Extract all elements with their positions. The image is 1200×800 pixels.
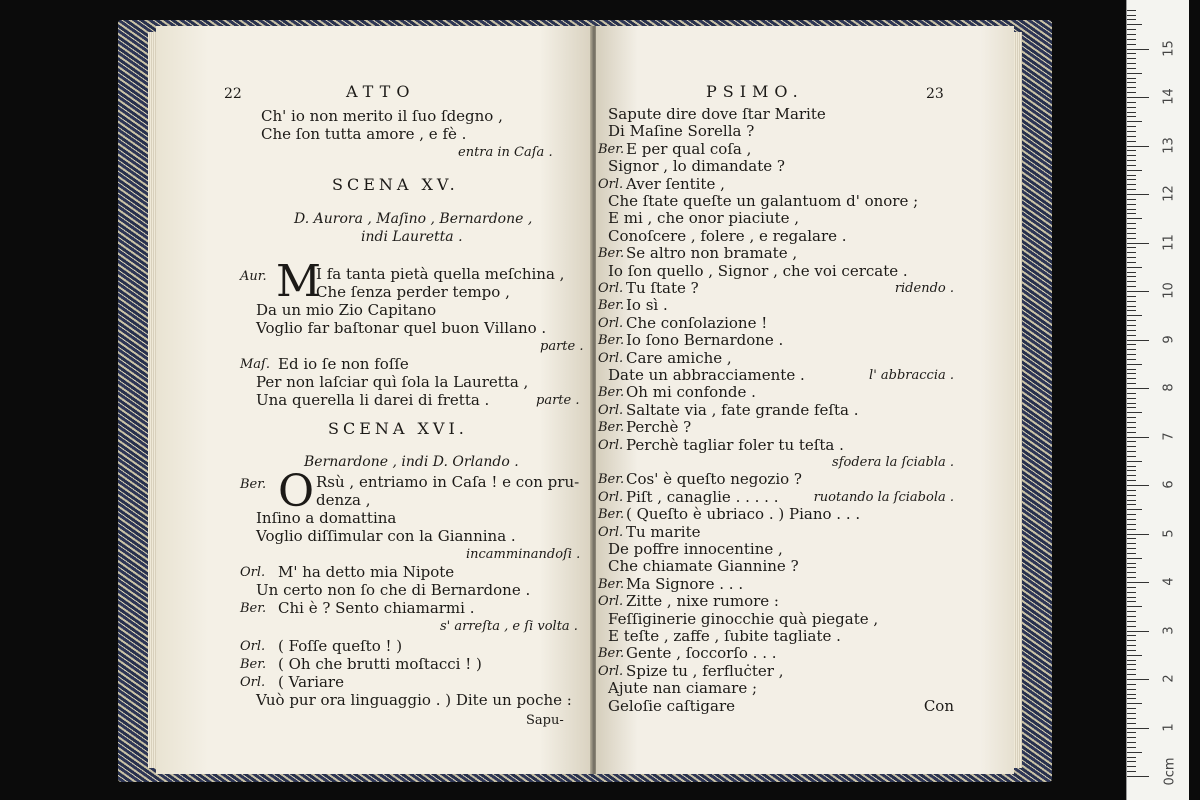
ruler-number: 1 bbox=[1161, 722, 1177, 732]
ruler-tick bbox=[1127, 58, 1136, 59]
speaker: Orl. bbox=[598, 315, 624, 331]
running-head-right: PSIMO. bbox=[706, 82, 804, 101]
ruler-number: 3 bbox=[1161, 625, 1177, 635]
ruler-tick bbox=[1127, 766, 1136, 767]
stage-direction: incamminandoſi . bbox=[466, 547, 581, 562]
ruler-tick bbox=[1127, 742, 1136, 743]
ruler-tick bbox=[1127, 53, 1136, 54]
speaker: Orl. bbox=[598, 524, 624, 540]
text-line: Gente , ſoccorſo . . . bbox=[626, 644, 777, 663]
ruler-tick bbox=[1127, 49, 1149, 50]
ruler-tick bbox=[1127, 286, 1136, 287]
ruler-tick bbox=[1127, 543, 1136, 544]
speaker: Ber. bbox=[598, 298, 625, 314]
ruler-tick bbox=[1127, 475, 1136, 476]
ruler-number: 11 bbox=[1161, 233, 1177, 251]
ruler-tick bbox=[1127, 213, 1136, 214]
text-line: denza , bbox=[316, 491, 371, 509]
speaker: Ber. bbox=[240, 601, 267, 616]
ruler-tick bbox=[1127, 698, 1136, 699]
ruler-tick bbox=[1127, 752, 1142, 753]
text-line: Io ſono Bernardone . bbox=[626, 331, 784, 350]
ruler-tick bbox=[1127, 587, 1136, 588]
ruler-tick bbox=[1127, 335, 1136, 336]
speaker: Ber. bbox=[598, 420, 625, 436]
ruler-tick bbox=[1127, 179, 1136, 180]
ruler-tick bbox=[1127, 500, 1136, 501]
ruler-tick bbox=[1127, 310, 1136, 311]
ruler-tick bbox=[1127, 301, 1136, 302]
speaker: Ber. bbox=[598, 507, 625, 523]
text-line: Tu marite bbox=[626, 522, 701, 541]
text-line: Che conſolazione ! bbox=[626, 313, 768, 332]
ruler-tick bbox=[1127, 39, 1136, 40]
ruler-tick bbox=[1127, 437, 1149, 438]
ruler-tick bbox=[1127, 403, 1136, 404]
ruler-tick bbox=[1127, 252, 1136, 253]
ruler-tick bbox=[1127, 34, 1136, 35]
ruler-tick bbox=[1127, 306, 1136, 307]
ruler-number: 5 bbox=[1161, 528, 1177, 538]
speaker: Ber. bbox=[598, 646, 625, 662]
drop-cap: O bbox=[278, 466, 315, 517]
ruler-tick bbox=[1127, 422, 1136, 423]
ruler-tick bbox=[1127, 141, 1136, 142]
speaker: Ber. bbox=[240, 477, 267, 492]
ruler-tick bbox=[1127, 519, 1136, 520]
ruler-tick bbox=[1127, 131, 1136, 132]
ruler-tick bbox=[1127, 257, 1136, 258]
text-line: Ch' io non merito il ſuo ſdegno , bbox=[261, 107, 503, 125]
speaker: Maſ. bbox=[240, 357, 271, 372]
ruler-number: 4 bbox=[1161, 577, 1177, 586]
ruler-tick bbox=[1127, 184, 1136, 185]
ruler-number: 2 bbox=[1161, 674, 1177, 683]
ruler-tick bbox=[1127, 267, 1142, 268]
ruler-tick bbox=[1127, 209, 1136, 210]
ruler-tick bbox=[1127, 631, 1149, 632]
drop-cap: M bbox=[276, 256, 322, 307]
ruler-tick bbox=[1127, 732, 1136, 733]
ruler-tick bbox=[1127, 703, 1142, 704]
ruler-tick bbox=[1127, 417, 1136, 418]
ruler-tick bbox=[1127, 563, 1136, 564]
speaker: Ber. bbox=[598, 141, 625, 157]
text-line: Zitte , nixe rumore : bbox=[626, 592, 779, 611]
ruler-number: 13 bbox=[1161, 136, 1177, 154]
ruler-tick bbox=[1127, 78, 1136, 79]
ruler-tick bbox=[1127, 529, 1136, 530]
speaker: Aur. bbox=[240, 269, 267, 284]
speaker: Ber. bbox=[598, 576, 625, 592]
ruler-tick bbox=[1127, 112, 1136, 113]
ruler-tick bbox=[1127, 567, 1136, 568]
text-line: Di Maſine Sorella ? bbox=[608, 122, 755, 141]
ruler-tick bbox=[1127, 747, 1136, 748]
ruler-tick bbox=[1127, 495, 1136, 496]
ruler-tick bbox=[1127, 412, 1142, 413]
scene-title: SCENA XVI. bbox=[328, 419, 468, 438]
ruler-tick bbox=[1127, 660, 1136, 661]
ruler-tick bbox=[1127, 674, 1136, 675]
ruler-tick bbox=[1127, 446, 1136, 447]
ruler-tick bbox=[1127, 150, 1136, 151]
ruler-tick bbox=[1127, 194, 1149, 195]
text-line: Io sì . bbox=[626, 296, 668, 315]
ruler-tick bbox=[1127, 199, 1136, 200]
ruler-tick bbox=[1127, 669, 1136, 670]
ruler-tick bbox=[1127, 718, 1136, 719]
text-line: ( Queſto è ubriaco . ) Piano . . . bbox=[626, 505, 861, 524]
ruler-tick bbox=[1127, 757, 1136, 758]
text-line: Tu ſtate ? bbox=[626, 279, 699, 297]
text-line: I fa tanta pietà quella meſchina , bbox=[316, 265, 565, 283]
ruler-tick bbox=[1127, 640, 1136, 641]
text-line: Date un abbracciamente . bbox=[608, 366, 805, 384]
text-line: Se altro non bramate , bbox=[626, 244, 798, 263]
ruler-tick bbox=[1127, 684, 1136, 685]
ruler-tick bbox=[1127, 262, 1136, 263]
ruler-tick bbox=[1127, 534, 1149, 535]
ruler-tick bbox=[1127, 170, 1142, 171]
ruler-unit: 0cm bbox=[1162, 757, 1178, 786]
ruler-number: 12 bbox=[1161, 185, 1177, 202]
text-line: ( Variare bbox=[278, 673, 344, 691]
ruler-tick bbox=[1127, 689, 1136, 690]
ruler-tick bbox=[1127, 276, 1136, 277]
text-line: Perchè ? bbox=[626, 418, 692, 437]
ruler-tick bbox=[1127, 538, 1136, 539]
text-line: ( Foſſe queſto ! ) bbox=[278, 637, 403, 655]
speaker: Orl. bbox=[240, 639, 266, 654]
ruler-number: 9 bbox=[1161, 334, 1177, 344]
ruler-tick bbox=[1127, 611, 1136, 612]
left-page bbox=[156, 26, 592, 774]
ruler-tick bbox=[1127, 238, 1136, 239]
ruler-tick bbox=[1127, 315, 1142, 316]
speaker: Orl. bbox=[598, 489, 624, 505]
text-line: Conoſcere , folere , e regalare . bbox=[608, 226, 847, 245]
text-line: M' ha detto mia Nipote bbox=[278, 563, 455, 581]
measurement-ruler bbox=[1126, 0, 1189, 800]
ruler-tick bbox=[1127, 645, 1136, 646]
text-line: Che ſenza perder tempo , bbox=[316, 283, 510, 301]
ruler-tick bbox=[1127, 383, 1136, 384]
ruler-tick bbox=[1127, 243, 1149, 244]
speaker: Orl. bbox=[598, 350, 624, 366]
speaker: Ber. bbox=[598, 472, 625, 488]
catchword: Con bbox=[923, 696, 954, 715]
ruler-tick bbox=[1127, 233, 1136, 234]
ruler-tick bbox=[1127, 509, 1142, 510]
ruler-tick bbox=[1127, 155, 1136, 156]
speaker: Orl. bbox=[598, 176, 624, 192]
ruler-tick bbox=[1127, 728, 1149, 729]
ruler-tick bbox=[1127, 121, 1142, 122]
page-number-right: 23 bbox=[926, 86, 944, 102]
ruler-tick bbox=[1127, 616, 1136, 617]
ruler-tick bbox=[1127, 582, 1149, 583]
text-line: Care amiche , bbox=[626, 348, 732, 367]
ruler-tick bbox=[1127, 189, 1136, 190]
ruler-tick bbox=[1127, 107, 1136, 108]
ruler-tick bbox=[1127, 771, 1136, 772]
ruler-tick bbox=[1127, 175, 1136, 176]
ruler-tick bbox=[1127, 577, 1136, 578]
ruler-tick bbox=[1127, 398, 1136, 399]
ruler-tick bbox=[1127, 761, 1136, 762]
scene-characters: Bernardone , indi D. Orlando . bbox=[304, 454, 519, 470]
ruler-tick bbox=[1127, 359, 1136, 360]
ruler-tick bbox=[1127, 504, 1136, 505]
ruler-number: 10 bbox=[1161, 282, 1177, 299]
text-line: Ed io ſe non foſſe bbox=[278, 355, 409, 373]
speaker: Orl. bbox=[598, 281, 624, 296]
text-line: E teſte , zaffe , ſubite tagliate . bbox=[608, 627, 841, 645]
ruler-tick bbox=[1127, 694, 1136, 695]
ruler-tick bbox=[1127, 160, 1136, 161]
ruler-tick bbox=[1127, 553, 1136, 554]
text-line: Un certo non ſo che di Bernardone . bbox=[256, 581, 531, 599]
text-line: Chi è ? Sento chiamarmi . bbox=[278, 599, 475, 617]
ruler-tick bbox=[1127, 87, 1136, 88]
ruler-number: 14 bbox=[1161, 88, 1177, 105]
ruler-tick bbox=[1127, 490, 1136, 491]
text-line: E per qual coſa , bbox=[626, 139, 752, 158]
ruler-tick bbox=[1127, 354, 1136, 355]
speaker: Orl. bbox=[598, 402, 624, 418]
ruler-tick bbox=[1127, 330, 1136, 331]
text-line: Una querella li darei di fretta . bbox=[256, 391, 490, 409]
ruler-tick bbox=[1127, 597, 1136, 598]
ruler-tick bbox=[1127, 204, 1136, 205]
ruler-tick bbox=[1127, 228, 1136, 229]
ruler-tick bbox=[1127, 592, 1136, 593]
ruler-number: 8 bbox=[1161, 383, 1177, 392]
ruler-tick bbox=[1127, 325, 1136, 326]
ruler-tick bbox=[1127, 44, 1136, 45]
ruler-tick bbox=[1127, 281, 1136, 282]
text-line: Ajute nan ciamare ; bbox=[608, 679, 758, 698]
text-line: Che chiamate Giannine ? bbox=[608, 557, 799, 576]
ruler-tick bbox=[1127, 218, 1142, 219]
ruler-tick bbox=[1127, 349, 1136, 350]
stage-direction: parte . bbox=[536, 393, 580, 408]
ruler-tick bbox=[1127, 15, 1136, 16]
ruler-tick bbox=[1127, 606, 1142, 607]
text-line: Saltate via , fate grande feſta . bbox=[626, 400, 859, 419]
ruler-tick bbox=[1127, 344, 1136, 345]
ruler-tick bbox=[1127, 451, 1136, 452]
ruler-tick bbox=[1127, 737, 1136, 738]
scene-characters: D. Aurora , Maſino , Bernardone , bbox=[294, 211, 533, 227]
ruler-tick bbox=[1127, 116, 1136, 117]
ruler-tick bbox=[1127, 146, 1149, 147]
speaker: Ber. bbox=[598, 246, 625, 262]
text-line: Sapute dire dove ſtar Marite bbox=[608, 105, 826, 123]
text-line: Rsù , entriamo in Caſa ! e con pru- bbox=[316, 473, 580, 491]
ruler-tick bbox=[1127, 441, 1136, 442]
text-line: Spize tu , ferfluċter , bbox=[626, 661, 784, 680]
ruler-number: 6 bbox=[1161, 480, 1177, 489]
scene-characters: indi Lauretta . bbox=[361, 229, 463, 245]
text-line: Ma Signore . . . bbox=[626, 574, 744, 593]
ruler-tick bbox=[1127, 514, 1136, 515]
ruler-tick bbox=[1127, 320, 1136, 321]
stage-direction: s' arreſta , e ſi volta . bbox=[440, 619, 578, 634]
ruler-tick bbox=[1127, 723, 1136, 724]
text-line: Io ſon quello , Signor , che voi cercate . bbox=[608, 261, 908, 280]
catchword: Sapu- bbox=[526, 713, 564, 728]
ruler-tick bbox=[1127, 29, 1136, 30]
text-line: Da un mio Zio Capitano bbox=[256, 301, 437, 319]
ruler-tick bbox=[1127, 126, 1136, 127]
ruler-tick bbox=[1127, 102, 1136, 103]
stage-direction: ridendo . bbox=[894, 281, 954, 296]
ruler-tick bbox=[1127, 10, 1136, 11]
stage-direction: entra in Caſa . bbox=[458, 145, 553, 160]
text-line: Perchè tagliar foler tu teſta . bbox=[626, 435, 844, 454]
ruler-tick bbox=[1127, 601, 1136, 602]
ruler-tick bbox=[1127, 223, 1136, 224]
page-number-left: 22 bbox=[224, 86, 242, 102]
ruler-tick bbox=[1127, 470, 1136, 471]
speaker: Orl. bbox=[240, 675, 266, 690]
ruler-tick bbox=[1127, 369, 1136, 370]
text-line: Aver ſentite , bbox=[626, 174, 725, 193]
ruler-tick bbox=[1127, 165, 1136, 166]
ruler-number: 15 bbox=[1161, 39, 1177, 57]
speaker: Ber. bbox=[240, 657, 267, 672]
ruler-tick bbox=[1127, 296, 1136, 297]
text-line: Piſt , canaglie . . . . . bbox=[626, 487, 779, 506]
ruler-tick bbox=[1127, 364, 1142, 365]
ruler-tick bbox=[1127, 92, 1136, 93]
ruler-tick bbox=[1127, 466, 1136, 467]
ruler-tick bbox=[1127, 655, 1142, 656]
text-line: Voglio diſſimular con la Giannina . bbox=[256, 527, 516, 545]
ruler-tick bbox=[1127, 621, 1136, 622]
ruler-tick bbox=[1127, 461, 1142, 462]
ruler-tick bbox=[1127, 373, 1136, 374]
ruler-tick bbox=[1127, 68, 1136, 69]
ruler-tick bbox=[1127, 664, 1136, 665]
text-line: Che ſon tutta amore , e fè . bbox=[261, 125, 467, 143]
ruler-tick bbox=[1127, 393, 1136, 394]
speaker: Orl. bbox=[598, 594, 624, 610]
ruler-tick bbox=[1127, 407, 1136, 408]
ruler-tick bbox=[1127, 635, 1136, 636]
ruler-tick bbox=[1127, 97, 1149, 98]
stage-direction: sfodera la ſciabla . bbox=[832, 455, 954, 470]
scene-title: SCENA XV. bbox=[332, 175, 459, 194]
open-book bbox=[118, 20, 1052, 782]
ruler-tick bbox=[1127, 340, 1149, 341]
text-line: De poffre innocentine , bbox=[608, 540, 783, 558]
ruler-tick bbox=[1127, 650, 1136, 651]
ruler-tick bbox=[1127, 713, 1136, 714]
text-line: Feſſiginerie ginocchie quà piegate , bbox=[608, 609, 879, 628]
ruler-tick bbox=[1127, 432, 1136, 433]
ruler-tick bbox=[1127, 480, 1136, 481]
ruler-tick bbox=[1127, 679, 1149, 680]
text-line: Cos' è queſto negozio ? bbox=[626, 470, 802, 489]
text-line: Geloſie caſtigare bbox=[608, 696, 735, 715]
ruler-tick bbox=[1127, 136, 1136, 137]
text-line: E mi , che onor piaciute , bbox=[608, 209, 800, 228]
ruler-tick bbox=[1127, 572, 1136, 573]
ruler-tick bbox=[1127, 82, 1136, 83]
ruler-tick bbox=[1127, 776, 1149, 777]
right-page bbox=[596, 26, 1014, 774]
ruler-tick bbox=[1127, 558, 1142, 559]
ruler-tick bbox=[1127, 24, 1142, 25]
ruler-number: 7 bbox=[1161, 431, 1177, 441]
ruler-tick bbox=[1127, 485, 1149, 486]
speaker: Orl. bbox=[598, 663, 624, 679]
ruler-tick bbox=[1127, 63, 1136, 64]
text-line: ( Oh che brutti moſtacci ! ) bbox=[278, 655, 482, 673]
ruler-tick bbox=[1127, 388, 1149, 389]
ruler-tick bbox=[1127, 548, 1136, 549]
text-line: Inſino a domattina bbox=[256, 509, 397, 527]
stage-direction: l' abbraccia . bbox=[869, 368, 954, 383]
ruler-tick bbox=[1127, 247, 1136, 248]
speaker: Ber. bbox=[598, 385, 625, 401]
speaker: Orl. bbox=[240, 565, 266, 580]
ruler-tick bbox=[1127, 427, 1136, 428]
text-line: Che ſtate queſte un galantuom d' onore ; bbox=[608, 192, 919, 210]
ruler-tick bbox=[1127, 708, 1136, 709]
ruler-tick bbox=[1127, 378, 1136, 379]
stage-direction: parte . bbox=[540, 339, 584, 354]
ruler-tick bbox=[1127, 73, 1142, 74]
ruler-tick bbox=[1127, 291, 1149, 292]
ruler-tick bbox=[1127, 524, 1136, 525]
ruler-tick bbox=[1127, 456, 1136, 457]
ruler-tick bbox=[1127, 19, 1136, 20]
running-head-left: ATTO bbox=[346, 82, 416, 101]
speaker: Orl. bbox=[598, 437, 624, 453]
ruler-tick bbox=[1127, 272, 1136, 273]
speaker: Ber. bbox=[598, 333, 625, 349]
text-line: Per non laſciar quì ſola la Lauretta , bbox=[256, 373, 529, 391]
text-line: Vuò pur ora linguaggio . ) Dite un poche : bbox=[256, 691, 572, 709]
stage-direction: ruotando la ſciabola . bbox=[813, 489, 954, 505]
text-line: Voglio far baſtonar quel buon Villano . bbox=[256, 319, 547, 337]
text-line: Signor , lo dimandate ? bbox=[608, 157, 785, 176]
ruler-tick bbox=[1127, 626, 1136, 627]
text-line: Oh mi confonde . bbox=[626, 383, 756, 402]
